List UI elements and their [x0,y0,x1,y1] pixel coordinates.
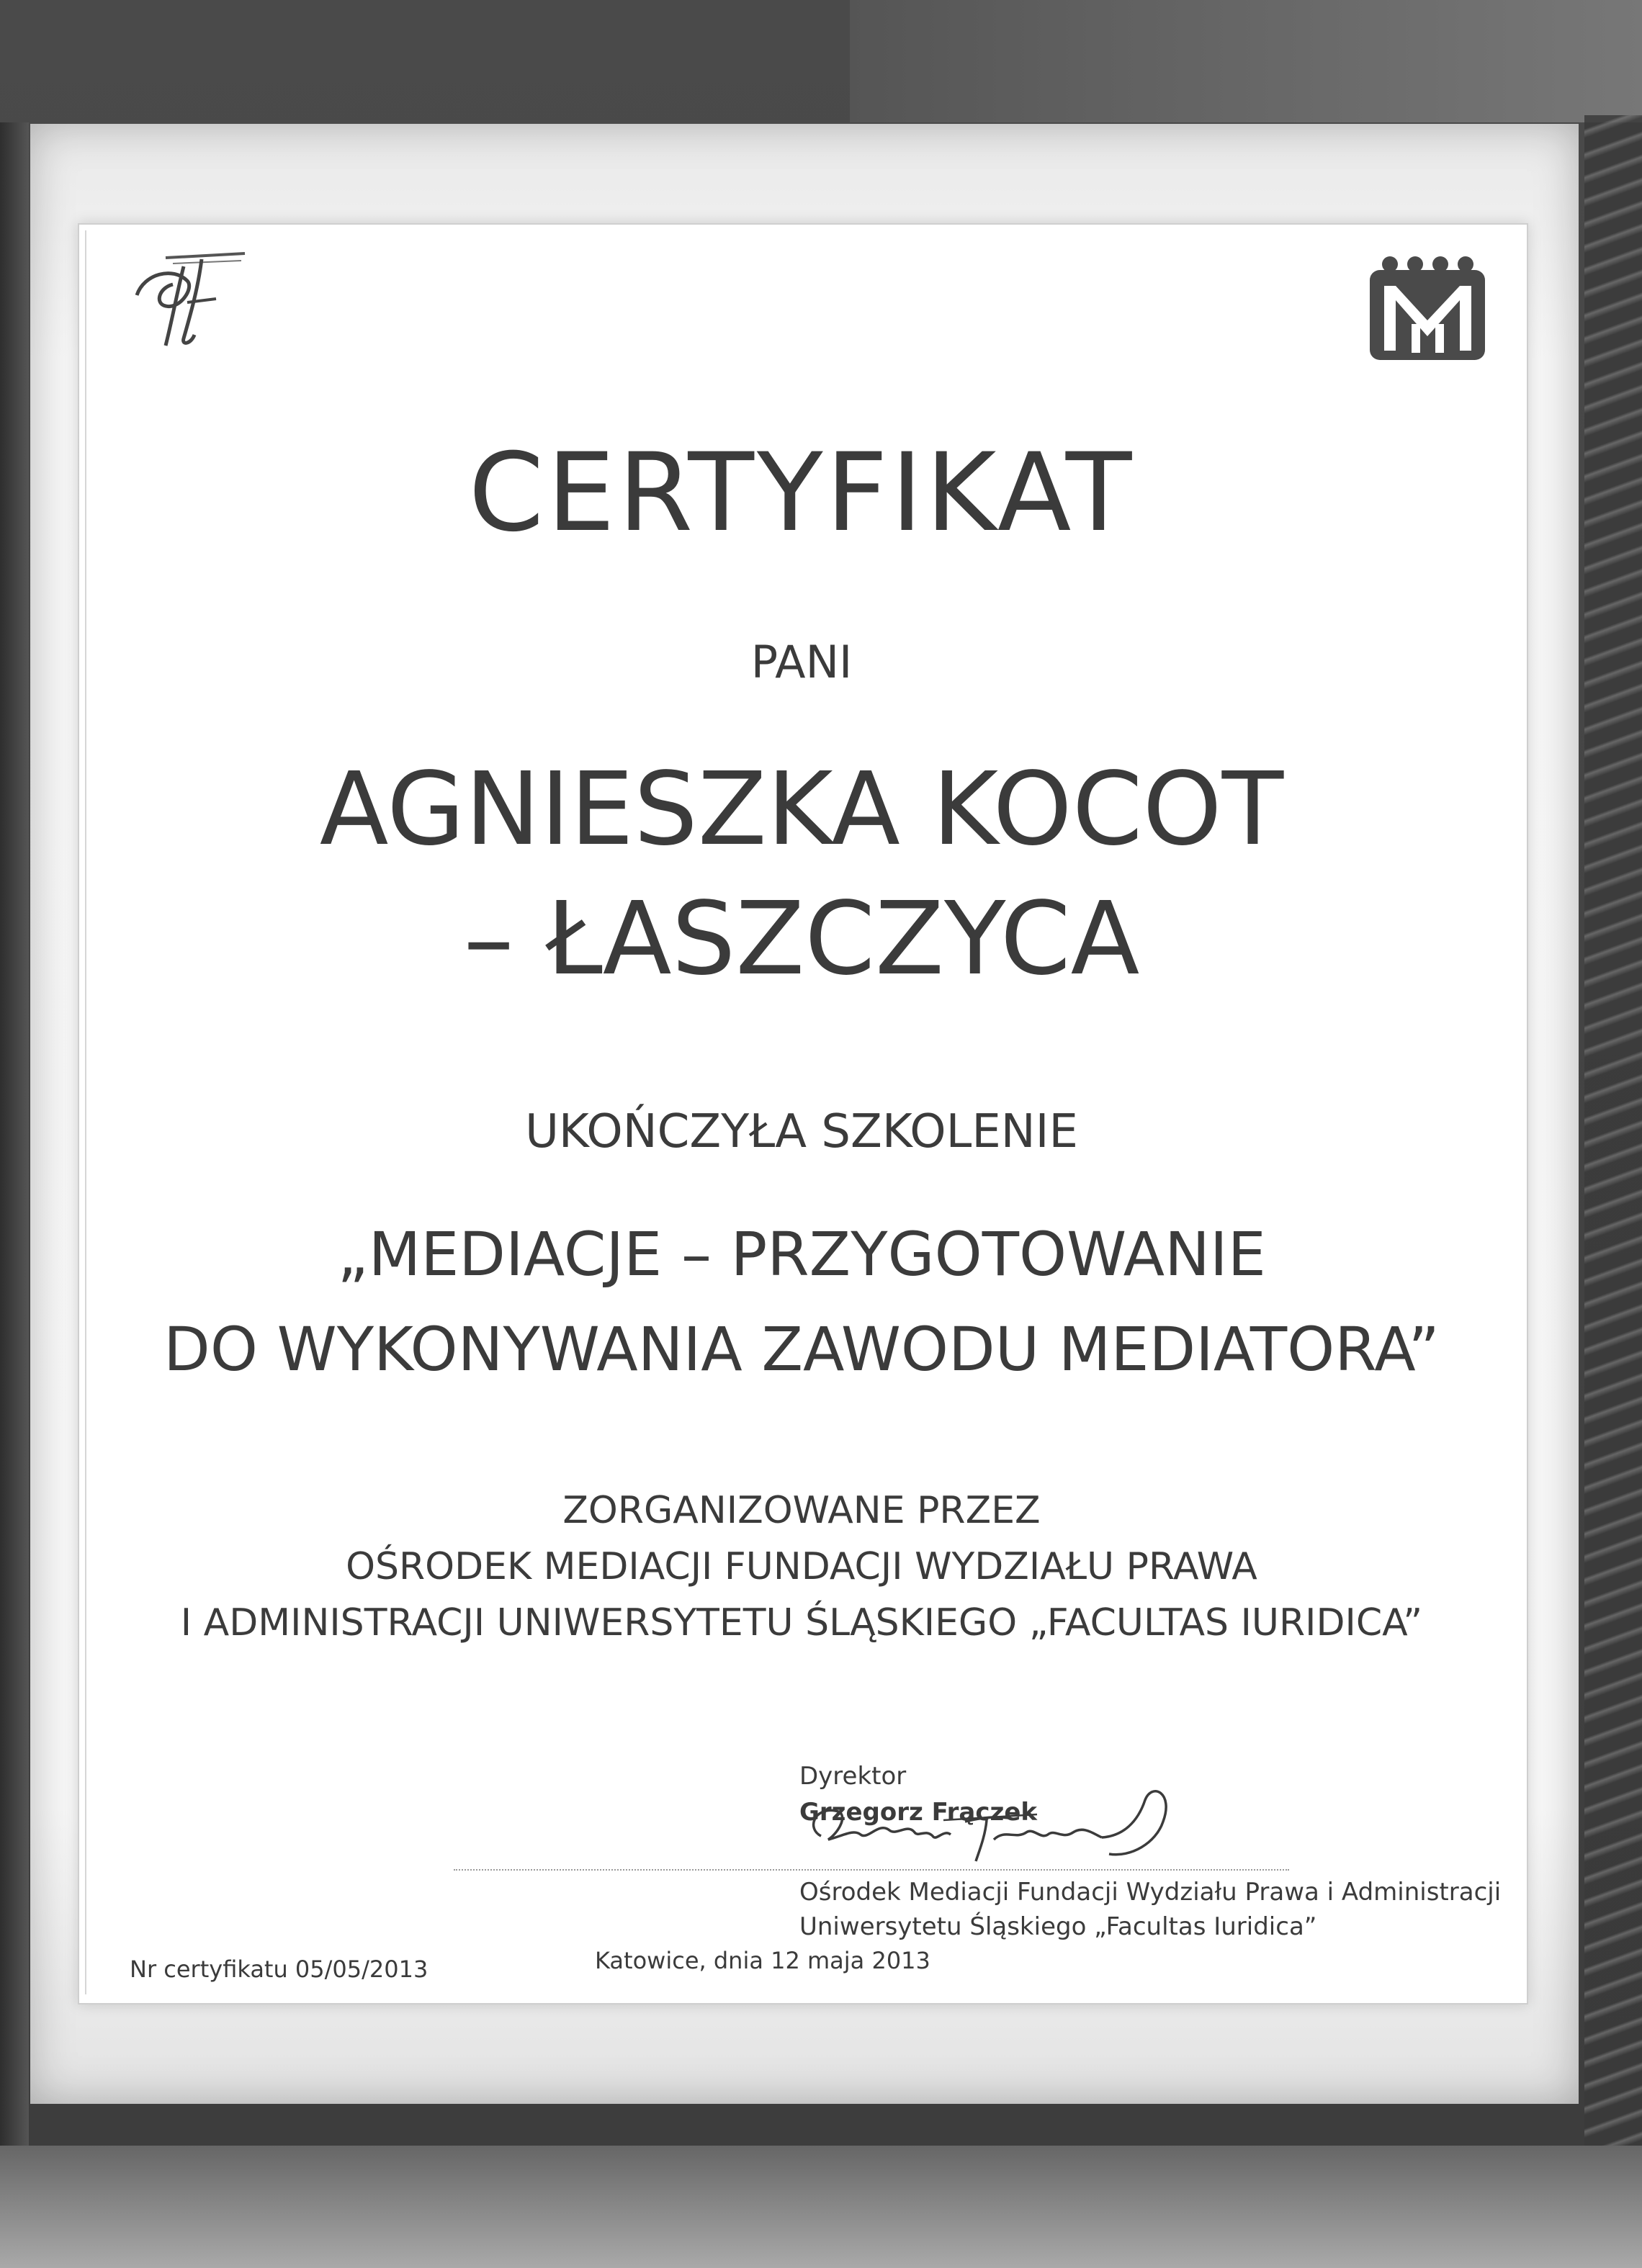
salutation: PANI [750,636,853,688]
organizer-line-3: I ADMINISTRACJI UNIWERSYTETU ŚLĄSKIEGO „FACULTAS IURIDICA” [180,1601,1423,1644]
scan-background-bottom [0,2146,1642,2268]
organizer-line-2: OŚRODEK MEDIACJI FUNDACJI WYDZIAŁU PRAWA [346,1545,1257,1588]
certificate-number: Nr certyfikatu 05/05/2013 [130,1956,429,1983]
handwritten-signature [799,1778,1203,1879]
completion-statement: UKOŃCZYŁA SZKOLENIE [525,1105,1078,1158]
scan-background-right-texture [1584,115,1642,2268]
course-title-line-2: DO WYKONYWANIA ZAWODU MEDIATORA” [163,1314,1440,1385]
signatory-role: Dyrektor [799,1762,907,1791]
place-and-date: Katowice, dnia 12 maja 2013 [595,1947,930,1974]
scan-background-top [850,0,1642,122]
organizer-line-1: ZORGANIZOWANE PRZEZ [562,1489,1041,1532]
fi-monogram-logo [115,238,259,360]
recipient-name-line-1: AGNIESZKA KOCOT [319,751,1284,868]
signatory-organization-line-1: Ośrodek Mediacji Fundacji Wydziału Prawa i Administracji [799,1878,1502,1907]
signature-line [454,1869,1289,1871]
scan-background-left-edge [0,122,29,2268]
certificate-title: CERTYFIKAT [468,431,1135,556]
signatory-name: Grzegorz Frączek [799,1798,1037,1827]
mediation-center-logo [1368,256,1487,364]
course-title-line-1: „MEDIACJE – PRZYGOTOWANIE [337,1219,1266,1290]
recipient-name-line-2: – ŁASZCZYCA [463,881,1140,998]
signatory-organization-line-2: Uniwersytetu Śląskiego „Facultas Iuridica” [799,1912,1317,1941]
